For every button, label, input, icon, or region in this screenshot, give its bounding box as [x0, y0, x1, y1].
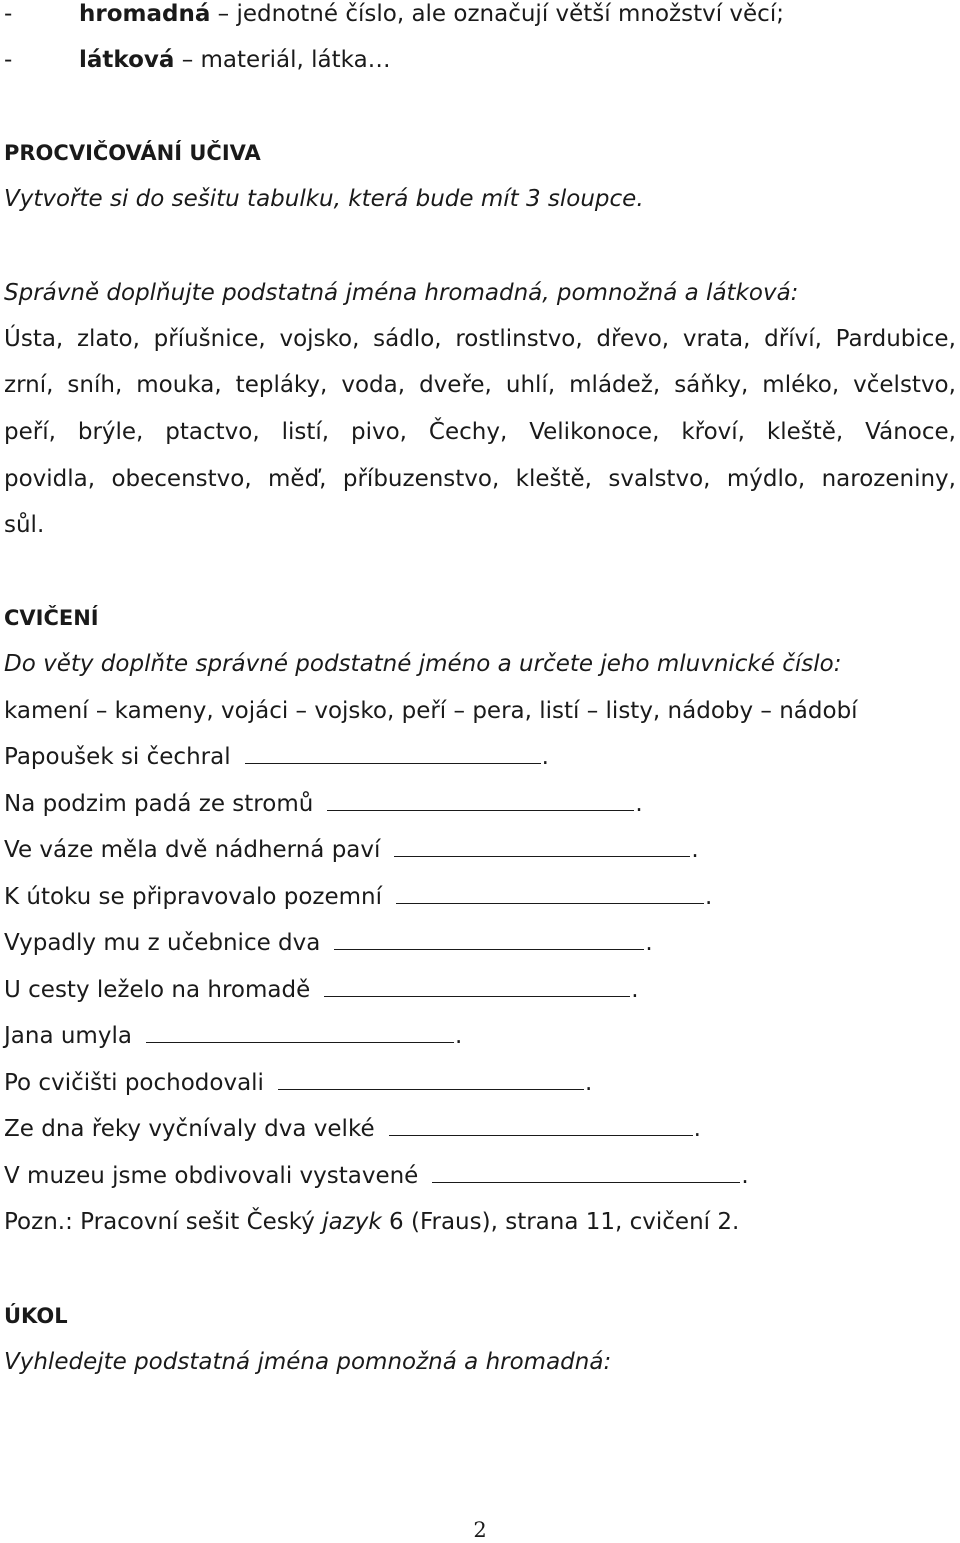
answer-blank[interactable]: [278, 1069, 584, 1090]
word: dříví,: [764, 326, 822, 352]
sentence-text: Ve váze měla dvě nádherná paví: [4, 837, 381, 863]
word: kleště,: [515, 466, 592, 492]
word: Čechy,: [428, 419, 508, 445]
answer-blank[interactable]: [146, 1022, 454, 1043]
sentence-text: Papoušek si čechral: [4, 744, 231, 770]
exercise-sentence: [4, 1069, 592, 1097]
exercise-sentence: [4, 929, 653, 957]
word: příbuzenstvo,: [342, 466, 500, 492]
answer-blank[interactable]: [245, 743, 541, 764]
sentence-text: Na podzim padá ze stromů: [4, 791, 314, 817]
word: vojsko,: [279, 326, 360, 352]
exercise-sentence: [4, 1115, 701, 1143]
section-heading-practice: PROCVIČOVÁNÍ UČIVA: [4, 141, 261, 165]
sentence-text: U cesty leželo na hromadě: [4, 977, 311, 1003]
sentence-end: .: [631, 977, 639, 1003]
word: mýdlo,: [726, 466, 806, 492]
note-suffix: 6 (Fraus), strana 11, cvičení 2.: [381, 1209, 740, 1235]
word: Ústa,: [4, 326, 64, 352]
word: sáňky,: [674, 372, 749, 398]
word: brýle,: [77, 419, 144, 445]
word: uhlí,: [505, 372, 556, 398]
word: ptactvo,: [165, 419, 260, 445]
word: kleště,: [766, 419, 844, 445]
word: svalstvo,: [608, 466, 711, 492]
sentence-end: .: [691, 837, 699, 863]
word-line-4: [4, 465, 956, 493]
exercise-options: kamení – kameny, vojáci – vojsko, peří – pera, listí – listy, nádoby – nádobí: [4, 698, 858, 724]
homework-instruction: Vyhledejte podstatná jména pomnožná a hromadná:: [4, 1349, 612, 1375]
sentence-text: Ze dna řeky vyčnívaly dva velké: [4, 1116, 375, 1142]
sentence-end: .: [645, 930, 653, 956]
word: vrata,: [682, 326, 751, 352]
sentence-end: .: [741, 1163, 749, 1189]
term-latkova: látková: [79, 47, 175, 73]
word-line-3: [4, 418, 956, 446]
sentence-end: .: [705, 884, 713, 910]
term-description: – jednotné číslo, ale označují větší množství věcí;: [210, 1, 784, 27]
sentence-text: Jana umyla: [4, 1023, 132, 1049]
word: narozeniny,: [821, 466, 956, 492]
list-item: [4, 0, 784, 28]
word: křoví,: [681, 419, 745, 445]
exercise-sentence: [4, 790, 643, 818]
list-dash: -: [4, 47, 13, 73]
word-line-2: [4, 371, 956, 399]
note-italic: jazyk: [322, 1209, 382, 1235]
answer-blank[interactable]: [396, 883, 704, 904]
list-item: [4, 46, 391, 74]
word-line-5: [4, 511, 44, 539]
word-line-1: [4, 325, 956, 353]
word: mládež,: [569, 372, 661, 398]
sentence-text: Po cvičišti pochodovali: [4, 1070, 264, 1096]
word: včelstvo,: [853, 372, 956, 398]
note-prefix: Pozn.: Pracovní sešit Český: [4, 1209, 323, 1235]
sentence-text: K útoku se připravovalo pozemní: [4, 884, 383, 910]
sentence-text: V muzeu jsme obdivovali vystavené: [4, 1163, 419, 1189]
sentence-end: .: [584, 1070, 593, 1096]
section-heading-homework: ÚKOL: [4, 1304, 68, 1328]
answer-blank[interactable]: [432, 1162, 740, 1183]
answer-blank[interactable]: [327, 790, 634, 811]
word: Velikonoce,: [529, 419, 660, 445]
term-hromadna: hromadná: [79, 1, 211, 27]
answer-blank[interactable]: [389, 1115, 693, 1136]
word: tepláky,: [235, 372, 328, 398]
sentence-end: .: [541, 744, 549, 770]
word: sníh,: [67, 372, 123, 398]
section-heading-exercise: CVIČENÍ: [4, 606, 99, 630]
list-dash: -: [4, 1, 13, 27]
source-note: [4, 1208, 739, 1236]
practice-instruction: Vytvořte si do sešitu tabulku, která bude mít 3 sloupce.: [4, 186, 644, 212]
word: pivo,: [351, 419, 407, 445]
answer-blank[interactable]: [334, 929, 644, 950]
practice-task: Správně doplňujte podstatná jména hromadná, pomnožná a látková:: [4, 280, 799, 306]
sentence-text: Vypadly mu z učebnice dva: [4, 930, 321, 956]
word: Pardubice,: [835, 326, 956, 352]
word: měď,: [268, 466, 327, 492]
exercise-sentence: [4, 883, 712, 911]
word: zrní,: [4, 372, 54, 398]
word: dřevo,: [596, 326, 670, 352]
word: sůl.: [4, 512, 45, 538]
word: peří,: [4, 419, 56, 445]
word: Vánoce,: [865, 419, 956, 445]
exercise-sentence: [4, 1162, 749, 1190]
exercise-sentence: [4, 1022, 462, 1050]
word: zlato,: [76, 326, 140, 352]
exercise-sentence: [4, 743, 549, 771]
exercise-sentence: [4, 836, 699, 864]
word: mléko,: [762, 372, 840, 398]
sentence-end: .: [635, 791, 643, 817]
sentence-end: .: [693, 1116, 701, 1142]
word: povidla,: [4, 466, 96, 492]
page-number: 2: [473, 1518, 487, 1542]
term-description: – materiál, látka…: [174, 47, 391, 73]
exercise-sentence: [4, 976, 639, 1004]
word: obecenstvo,: [111, 466, 252, 492]
sentence-end: .: [454, 1023, 463, 1049]
exercise-instruction: Do věty doplňte správné podstatné jméno a určete jeho mluvnické číslo:: [4, 651, 842, 677]
answer-blank[interactable]: [394, 836, 690, 857]
word: voda,: [341, 372, 406, 398]
word: mouka,: [136, 372, 222, 398]
answer-blank[interactable]: [324, 976, 630, 997]
word: dveře,: [419, 372, 492, 398]
word: sádlo,: [373, 326, 442, 352]
word: příušnice,: [153, 326, 266, 352]
word: rostlinstvo,: [455, 326, 583, 352]
word: listí,: [281, 419, 330, 445]
